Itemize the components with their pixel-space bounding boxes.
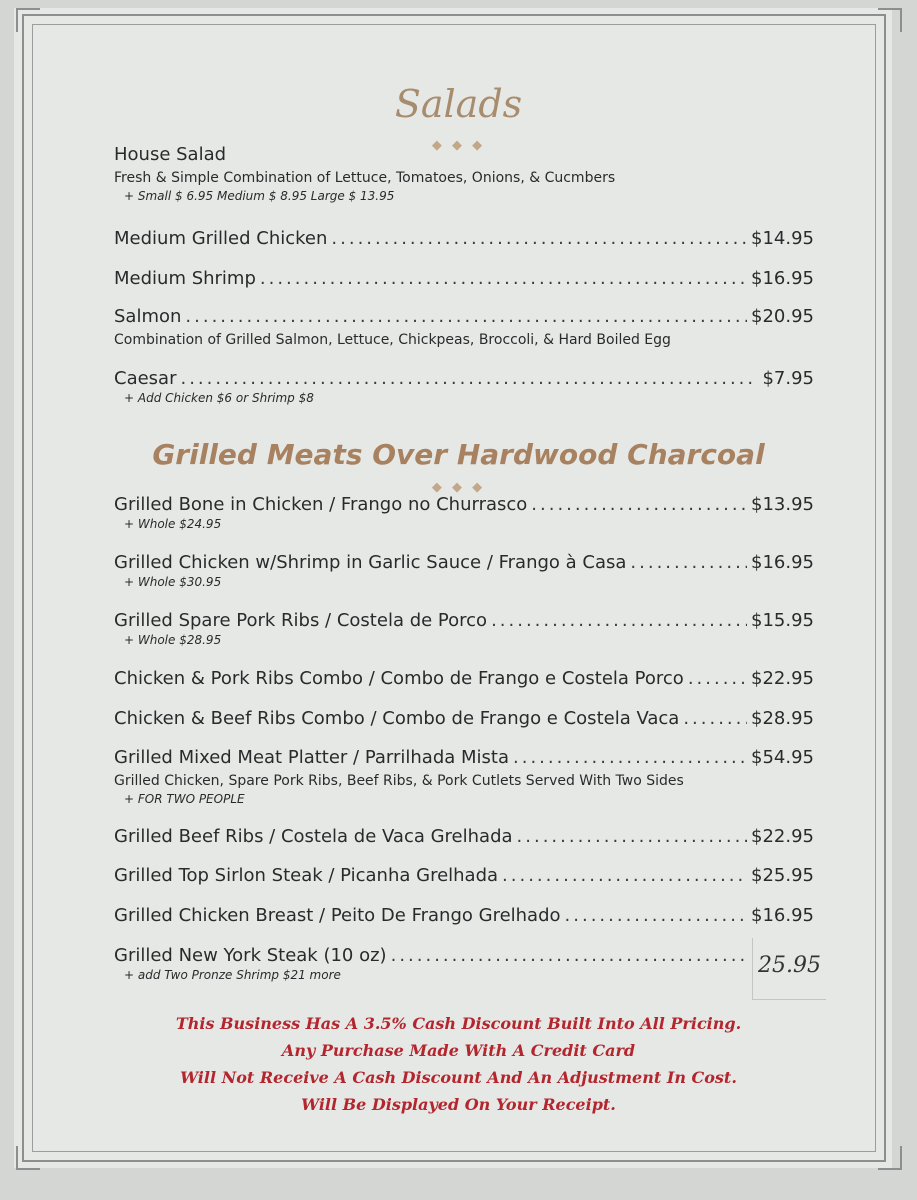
item-name: Chicken & Beef Ribs Combo / Combo de Frango e Costela Vaca: [114, 708, 680, 729]
menu-item: [114, 228, 814, 250]
item-price: $22.95: [751, 826, 814, 847]
item-note: + Whole $24.95: [124, 517, 222, 531]
corner-ornament: [878, 8, 902, 32]
item-name: Grilled Top Sirlon Steak / Picanha Grelhada: [114, 865, 499, 886]
item-name: Grilled Chicken Breast / Peito De Frango Grelhado: [114, 905, 561, 926]
item-name: Grilled Spare Pork Ribs / Costela de Porco: [114, 610, 488, 631]
section-title-grilled: Grilled Meats Over Hardwood Charcoal: [152, 438, 765, 471]
disclaimer-line: Will Be Displayed On Your Receipt.: [301, 1095, 616, 1114]
menu-item: [114, 826, 814, 848]
menu-item: [114, 268, 814, 290]
corner-ornament: [878, 1146, 902, 1170]
item-note: + Whole $30.95: [124, 575, 222, 589]
item-price: $7.95: [762, 368, 814, 389]
menu-item: [114, 494, 814, 531]
item-price: $28.95: [751, 708, 814, 729]
item-name: Grilled Chicken w/Shrimp in Garlic Sauce / Frango à Casa: [114, 552, 627, 573]
menu-item-house-salad: [114, 144, 814, 203]
cash-discount-disclaimer: [0, 1010, 917, 1118]
item-note: + add Two Pronze Shrimp $21 more: [124, 968, 341, 982]
dot-leader: [513, 747, 747, 769]
dot-leader: [331, 228, 747, 250]
handwritten-price: 25.95: [752, 938, 826, 1000]
item-name: Grilled Bone in Chicken / Frango no Churrasco: [114, 494, 528, 515]
item-price: $25.95: [751, 865, 814, 886]
item-note: + Small $ 6.95 Medium $ 8.95 Large $ 13.95: [124, 189, 395, 203]
dot-leader: [531, 494, 747, 516]
item-name: Salmon: [114, 306, 182, 327]
menu-item: [114, 747, 814, 806]
dot-leader: [180, 368, 758, 390]
disclaimer-line: Any Purchase Made With A Credit Card: [281, 1041, 636, 1060]
dot-leader: [502, 865, 747, 887]
item-name: Medium Grilled Chicken: [114, 228, 328, 249]
item-price: $22.95: [751, 668, 814, 689]
disclaimer-line: This Business Has A 3.5% Cash Discount Built Into All Pricing.: [175, 1014, 742, 1033]
menu-item: [114, 552, 814, 589]
diamond-ornament-icon: ◆ ◆ ◆: [431, 138, 486, 153]
item-name: Grilled Beef Ribs / Costela de Vaca Grelhada: [114, 826, 513, 847]
dot-leader: [491, 610, 747, 632]
item-price: $54.95: [751, 747, 814, 768]
item-note: + FOR TWO PEOPLE: [124, 792, 245, 806]
item-price: $15.95: [751, 610, 814, 631]
item-price: $20.95: [751, 306, 814, 327]
item-name: Chicken & Pork Ribs Combo / Combo de Frango e Costela Porco: [114, 668, 684, 689]
item-description: Fresh & Simple Combination of Lettuce, Tomatoes, Onions, & Cucmbers: [114, 170, 616, 186]
item-name: Caesar: [114, 368, 177, 389]
item-price: $16.95: [751, 552, 814, 573]
item-name: Grilled Mixed Meat Platter / Parrilhada Mista: [114, 747, 509, 768]
disclaimer-line: Will Not Receive A Cash Discount And An Adjustment In Cost.: [180, 1068, 737, 1087]
menu-item: [114, 610, 814, 647]
item-name: Medium Shrimp: [114, 268, 256, 289]
item-note: + Add Chicken $6 or Shrimp $8: [124, 391, 314, 405]
item-name: House Salad: [114, 144, 227, 165]
menu-item: [114, 708, 814, 730]
diamond-ornament-icon: ◆ ◆ ◆: [431, 480, 486, 495]
section-title-salads: Salads: [394, 82, 523, 126]
menu-item: [114, 865, 814, 887]
corner-ornament: [16, 1146, 40, 1170]
item-name: Grilled New York Steak (10 oz): [114, 945, 387, 966]
item-price: $14.95: [751, 228, 814, 249]
dot-leader: [683, 708, 747, 730]
item-note: + Whole $28.95: [124, 633, 222, 647]
dot-leader: [185, 306, 747, 328]
item-description: Combination of Grilled Salmon, Lettuce, Chickpeas, Broccoli, & Hard Boiled Egg: [114, 332, 671, 348]
dot-leader: [391, 945, 750, 967]
menu-item: [114, 368, 814, 405]
dot-leader: [688, 668, 747, 690]
corner-ornament: [16, 8, 40, 32]
item-description: Grilled Chicken, Spare Pork Ribs, Beef Ribs, & Pork Cutlets Served With Two Sides: [114, 773, 684, 789]
dot-leader: [517, 826, 747, 848]
menu-item: [114, 905, 814, 927]
menu-item: [114, 945, 754, 982]
item-price: $16.95: [751, 268, 814, 289]
item-price: $16.95: [751, 905, 814, 926]
menu-item: [114, 668, 814, 690]
dot-leader: [565, 905, 747, 927]
menu-item: [114, 306, 814, 350]
dot-leader: [260, 268, 747, 290]
item-price: $13.95: [751, 494, 814, 515]
dot-leader: [630, 552, 747, 574]
